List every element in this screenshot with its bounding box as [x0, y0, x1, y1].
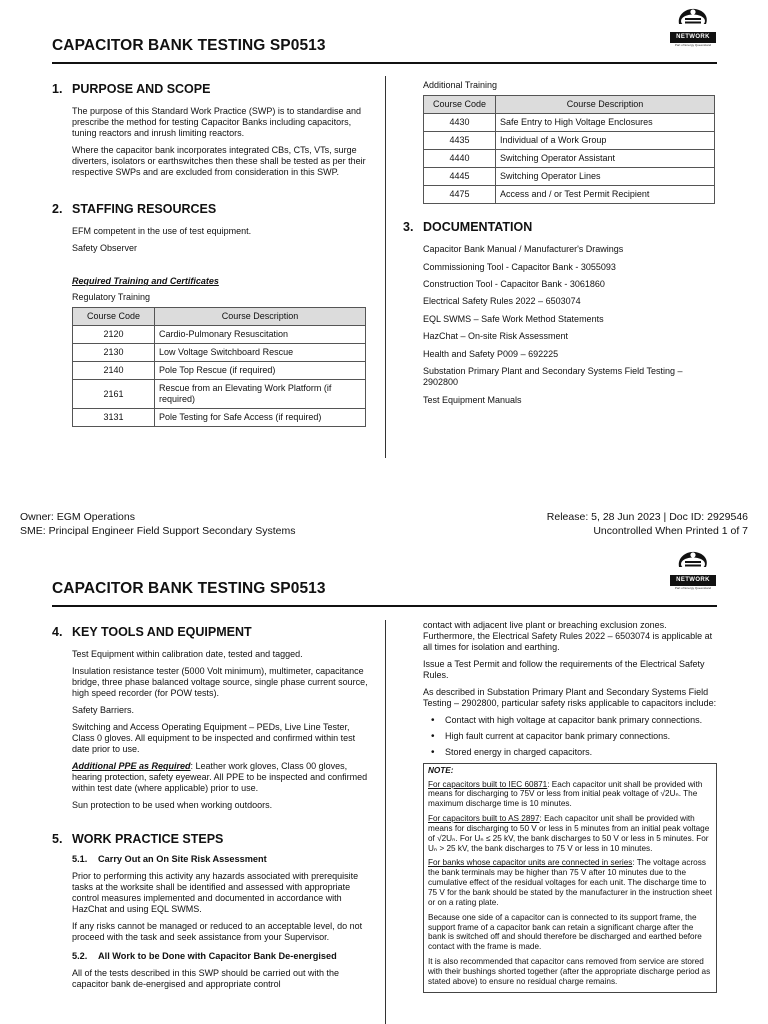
logo-tagline: Part of Energy Queensland	[674, 586, 712, 591]
paragraph: Issue a Test Permit and follow the requirements of the Electrical Safety Rules.	[423, 658, 705, 680]
paragraph: Insulation resistance tester (5000 Volt minimum), multimeter, capacitance bridge, three phase balanced voltage source, single phase current source, high speed recorder (for POW tests).	[72, 666, 368, 699]
list-item: Substation Primary Plant and Secondary Systems Field Testing – 2902800	[423, 366, 683, 388]
list-item: HazChat – On-site Risk Assessment	[423, 331, 569, 342]
note-paragraph: It is also recommended that capacitor cans removed from service are stored with their bushings shorted together (after the appropriate discharge period as stated above) to ensure no residual charge remains.	[428, 957, 711, 986]
paragraph: contact with adjacent live plant or breaching exclusion zones. Furthermore, the Electrical Safety Rules 2022 – 6503074 is applicable at all times for isolation and earthing.	[423, 620, 713, 652]
left-column	[52, 82, 370, 427]
table-header: Course Code	[424, 95, 496, 113]
table-row: 4430 Safe Entry to High Voltage Enclosures	[424, 113, 715, 131]
list-item: Capacitor Bank Manual / Manufacturer's Drawings	[423, 244, 624, 255]
paragraph: Sun protection to be used when working outdoors.	[72, 799, 273, 810]
table-row: 4445 Switching Operator Lines	[424, 167, 715, 185]
table-row: 4435 Individual of a Work Group	[424, 131, 715, 149]
table-row: 3131 Pole Testing for Safe Access (if required)	[73, 409, 366, 427]
paragraph: EFM competent in the use of test equipment.	[72, 226, 252, 237]
paragraph: Safety Barriers.	[72, 705, 135, 716]
table-row: 2130 Low Voltage Switchboard Rescue	[73, 344, 366, 362]
note-box	[423, 763, 717, 993]
section-heading: 3. DOCUMENTATION	[403, 219, 533, 234]
table-row: 2140 Pole Top Rescue (if required)	[73, 362, 366, 380]
list-item: • High fault current at capacitor bank primary connections.	[423, 731, 717, 742]
additional-training-label: Additional Training	[423, 80, 498, 90]
list-item: • Contact with high voltage at capacitor bank primary connections.	[423, 715, 717, 726]
footer-release: Release: 5, 28 Jun 2023 | Doc ID: 2929546	[546, 511, 748, 523]
subsection-heading: 5.1. Carry Out an On Site Risk Assessment	[72, 854, 267, 865]
note-paragraph: For banks whose capacitor units are connected in series: The voltage across the bank terminals may be higher than 75 V after 10 minutes due to the cumulative effect of the residual voltages for each unit. The discharge time to 75 V for the bank should be stated by the manufacturer in the instruction sheet or on a rating plate.	[428, 858, 713, 907]
paragraph: If any risks cannot be managed or reduced to an acceptable level, do not proceed with the task and seek assistance from your Supervisor.	[72, 921, 363, 943]
footer-sme: SME: Principal Engineer Field Support Secondary Systems	[20, 524, 296, 537]
list-item: Construction Tool - Capacitor Bank - 3061860	[423, 278, 605, 289]
network-label: NETWORK	[670, 32, 716, 43]
subsection-heading: 5.2. All Work to be Done with Capacitor Bank De-energised	[72, 951, 337, 962]
network-label: NETWORK	[670, 575, 716, 586]
header-rule	[52, 62, 717, 64]
table-header: Course Description	[155, 308, 366, 326]
ppe-text: : Leather work gloves, Class 00 gloves, hearing protection, safety eyewear. All PPE to be inspected and confirmed within test date (where applicable) prior to use.	[72, 761, 368, 793]
paragraph: Safety Observer	[72, 243, 138, 254]
note-paragraph: For capacitors built to AS 2897: Each capacitor unit shall be provided with means for discharging to 50 V or less in 5 minutes from an initial peak voltage of √2Uₙ. For Uₙ ≤ 25 kV, the bank discharges to 50 V or less in 5 minutes. For Uₙ > 25 kV, the bank discharges to 75 V or less in 10 minutes.	[428, 814, 710, 853]
table-row: 4475 Access and / or Test Permit Recipient	[424, 185, 715, 203]
regulatory-training-table	[72, 307, 366, 427]
ergon-network-logo	[670, 6, 716, 48]
table-row: 4440 Switching Operator Assistant	[424, 149, 715, 167]
paragraph: All of the tests described in this SWP should be carried out with the capacitor bank de-energised and appropriate control	[72, 968, 339, 990]
table-row: 2161 Rescue from an Elevating Work Platform (if required)	[73, 380, 366, 409]
paragraph: Prior to performing this activity any hazards associated with prerequisite tasks at the worksite shall be identified and assessed with appropriate control measures implemented and documented in accordance with HazChat and using EQL SWMS.	[72, 871, 359, 915]
column-divider	[385, 620, 386, 1024]
paragraph: The purpose of this Standard Work Practice (SWP) is to standardise and prescribe the method for testing Capacitor Banks including capacitors, tuning reactors and inrush limiting reactors.	[72, 106, 361, 139]
right-column	[423, 620, 717, 993]
paragraph: As described in Substation Primary Plant and Secondary Systems Field Testing – 2902800, particular safety risks applicable to capacitors include:	[423, 686, 717, 708]
list-item: Test Equipment Manuals	[423, 394, 522, 405]
list-item: Health and Safety P009 – 692225	[423, 348, 559, 359]
section-heading: 2. STAFFING RESOURCES	[52, 202, 217, 217]
footer-owner: Owner: EGM Operations	[20, 511, 135, 523]
table-row: 2120 Cardio-Pulmonary Resuscitation	[73, 326, 366, 344]
ergon-energy-logo-icon	[673, 6, 713, 32]
ergon-network-logo	[670, 549, 716, 591]
section-heading: 4. KEY TOOLS AND EQUIPMENT	[52, 625, 252, 639]
column-divider	[385, 76, 386, 458]
list-item: Commissioning Tool - Capacitor Bank - 3055093	[423, 261, 616, 272]
footer-left	[20, 511, 295, 538]
paragraph: Test Equipment within calibration date, tested and tagged.	[72, 649, 303, 660]
header-rule	[52, 605, 717, 607]
footer-right	[547, 511, 748, 538]
note-paragraph: Because one side of a capacitor can is connected to its support frame, the support frame of a capacitor bank can retain a significant charge after the bank is switched off and should therefore be discharged and earthed before contact with the frame is made.	[428, 912, 702, 952]
table-header: Course Description	[496, 95, 715, 113]
paragraph: Where the capacitor bank incorporates integrated CBs, CTs, VTs, surge diverters, isolators or earthswitches then these shall be tested as per their respective SWPs and are excluded from consideration in this SWP.	[72, 145, 366, 178]
list-item: • Stored energy in charged capacitors.	[423, 747, 717, 758]
risk-list	[423, 715, 717, 758]
list-item: Electrical Safety Rules 2022 – 6503074	[423, 296, 581, 307]
note-paragraph: For capacitors built to IEC 60871: Each capacitor unit shall be provided with means for discharging to 75V or less from initial peak voltage of √2Uₙ. The maximum discharge time is 10 minutes.	[428, 779, 703, 809]
regulatory-training-label: Regulatory Training	[72, 292, 151, 303]
left-column	[52, 625, 370, 996]
ergon-energy-logo-icon	[673, 549, 713, 575]
additional-training-table	[423, 95, 715, 204]
paragraph: Switching and Access Operating Equipment – PEDs, Live Line Tester, Class 0 gloves. All equipment to be inspected and confirmed within test date prior to use.	[72, 722, 356, 755]
right-column	[403, 80, 715, 412]
documentation-list	[403, 244, 715, 406]
note-label: NOTE:	[428, 765, 454, 775]
table-header: Course Code	[73, 308, 155, 326]
footer-uncontrolled: Uncontrolled When Printed 1 of 7	[593, 524, 748, 537]
ppe-label: Additional PPE as Required	[72, 761, 191, 771]
section-heading: 1. PURPOSE AND SCOPE	[52, 82, 211, 96]
page-title: CAPACITOR BANK TESTING SP0513	[52, 37, 326, 54]
page-title: CAPACITOR BANK TESTING SP0513	[52, 580, 326, 597]
section-heading: 5. WORK PRACTICE STEPS	[52, 831, 224, 846]
training-heading: Required Training and Certificates	[72, 276, 219, 287]
paragraph	[72, 761, 370, 794]
logo-tagline: Part of Energy Queensland	[674, 43, 712, 48]
list-item: EQL SWMS – Safe Work Method Statements	[423, 313, 604, 324]
